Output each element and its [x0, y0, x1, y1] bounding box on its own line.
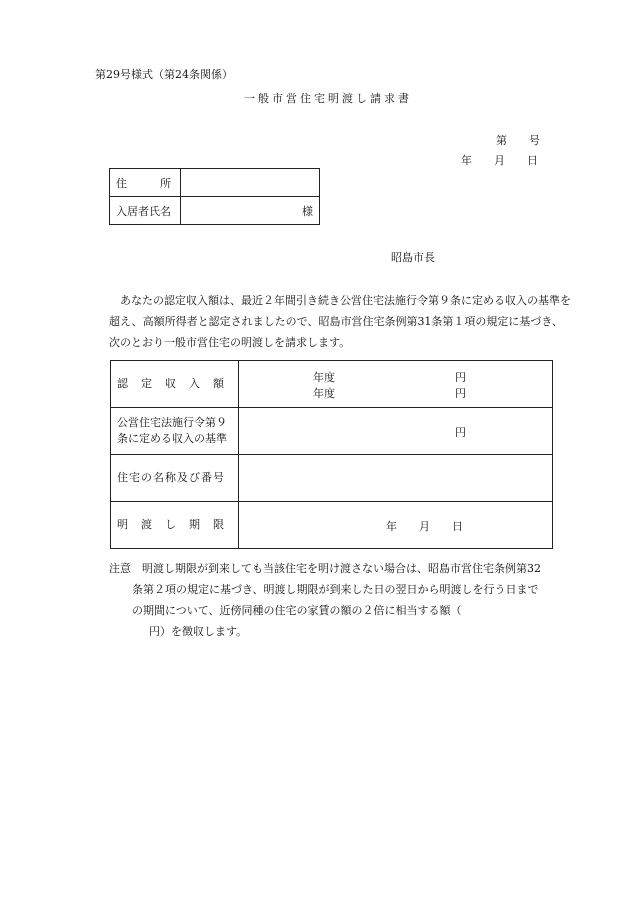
housing-name-field[interactable]	[239, 455, 553, 502]
income-standard-label-line2: 条に定める収入の基準	[117, 432, 227, 445]
address-label: 住 所	[110, 169, 181, 197]
income-field[interactable]	[239, 361, 553, 408]
resident-row	[110, 197, 320, 225]
form-number: 第29号様式（第24条関係）	[95, 68, 233, 81]
yen-3: 円	[455, 426, 466, 439]
yen-2: 円	[455, 387, 466, 400]
sender: 昭島市長	[391, 251, 435, 264]
deadline-row	[111, 502, 553, 549]
income-label: 認 定 収 入 額	[111, 361, 239, 408]
yen-1: 円	[455, 371, 466, 384]
income-row	[111, 361, 553, 408]
issue-date: 年 月 日	[461, 154, 538, 167]
deadline-label: 明 渡 し 期 限	[111, 502, 239, 549]
housing-row	[111, 455, 553, 502]
address-field[interactable]	[181, 169, 320, 197]
details-table	[110, 360, 553, 549]
document-title: 一般市営住宅明渡し請求書	[244, 92, 412, 105]
notice	[109, 558, 571, 642]
resident-name-label: 入居者氏名	[110, 197, 181, 225]
deadline-field[interactable]	[239, 502, 553, 549]
standard-row	[111, 408, 553, 455]
addressee-table	[109, 168, 320, 225]
fiscal-year-2: 年度	[313, 387, 335, 400]
notice-line-1: 注意 明渡し期限が到来しても当該住宅を明け渡さない場合は、昭島市営住宅条例第32	[109, 562, 541, 575]
fiscal-year-1: 年度	[313, 371, 335, 384]
income-standard-label-line1: 公営住宅法施行令第９	[117, 416, 227, 429]
resident-name-field[interactable]	[181, 197, 320, 225]
income-standard-field[interactable]	[239, 408, 553, 455]
honorific: 様	[302, 204, 313, 218]
document-number: 第 号	[496, 134, 540, 147]
housing-name-label: 住宅の名称及び番号	[111, 455, 239, 502]
income-standard-label	[111, 408, 239, 455]
notice-line-3: の期間について、近傍同種の住宅の家賃の額の２倍に相当する額（	[132, 604, 462, 617]
address-row	[110, 169, 320, 197]
notice-line-2: 条第２項の規定に基づき、明渡し期限が到来した日の翌日から明渡しを行う日まで	[132, 583, 539, 596]
request-body: あなたの認定収入額は、最近２年間引き続き公営住宅法施行令第９条に定める収入の基準を超え、高額所得者と認定されましたので、昭島市営住宅条例第31条第１項の規定に基づき、次のとおり一般市営住宅の明渡しを請求します。	[109, 294, 571, 349]
deadline-date: 年 月 日	[386, 520, 463, 533]
notice-line-4: 円）を徴収します。	[149, 625, 248, 638]
